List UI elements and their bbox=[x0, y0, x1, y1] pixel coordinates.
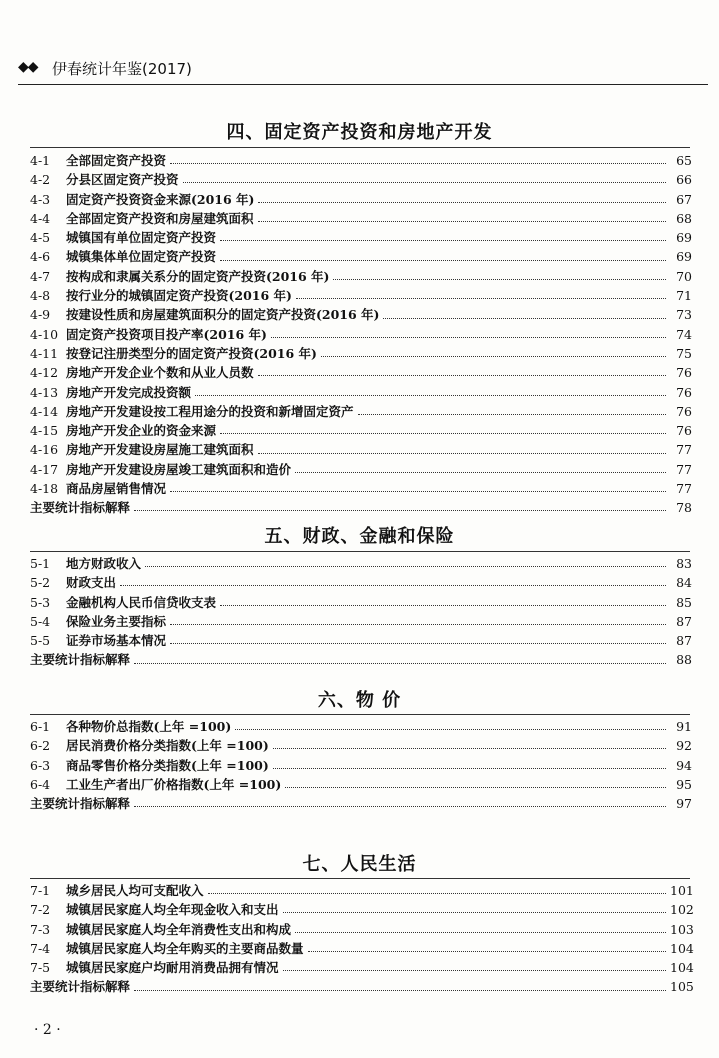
toc-entry-number: 4-3 bbox=[30, 191, 51, 207]
toc-entry-label: 主要统计指标解释 bbox=[30, 652, 131, 668]
toc-entry-page: 102 bbox=[670, 902, 694, 918]
toc-entry-page: 76 bbox=[676, 365, 692, 381]
dot-leader bbox=[183, 182, 666, 183]
toc-entry[interactable] bbox=[30, 920, 692, 939]
dot-leader bbox=[220, 240, 666, 241]
toc-entry-label: 分县区固定资产投资 bbox=[66, 172, 179, 188]
toc-entry-label: 城镇居民家庭人均全年购买的主要商品数量 bbox=[66, 940, 304, 956]
toc-entry-number: 4-5 bbox=[30, 230, 51, 246]
toc-entry[interactable] bbox=[30, 881, 692, 900]
dot-leader bbox=[170, 163, 666, 164]
toc-entry-page: 69 bbox=[676, 230, 692, 246]
toc-entry-number: 7-4 bbox=[30, 940, 51, 956]
toc-entry[interactable] bbox=[30, 209, 692, 228]
dot-leader bbox=[358, 414, 666, 415]
toc-entry-number: 5-3 bbox=[30, 594, 51, 610]
toc-entry-number: 7-1 bbox=[30, 883, 51, 898]
toc-entry-page: 70 bbox=[676, 268, 692, 284]
dot-leader bbox=[195, 395, 666, 396]
toc-entry[interactable] bbox=[30, 421, 692, 440]
toc-entry-label: 城镇居民家庭户均耐用消费品拥有情况 bbox=[66, 960, 279, 976]
section-divider bbox=[30, 878, 690, 879]
toc-entry-number: 4-12 bbox=[30, 365, 59, 381]
toc-entry-number: 6-1 bbox=[30, 719, 51, 734]
toc-entry-label: 商品零售价格分类指数(上年 =100) bbox=[66, 757, 269, 773]
dot-leader bbox=[283, 970, 666, 971]
toc-entry[interactable] bbox=[30, 554, 692, 573]
toc-entry-label: 房地产开发建设房屋施工建筑面积 bbox=[66, 442, 254, 458]
toc-entry-number: 4-1 bbox=[30, 153, 51, 168]
toc-entry[interactable] bbox=[30, 286, 692, 305]
toc-entry-label: 主要统计指标解释 bbox=[30, 979, 131, 995]
dot-leader bbox=[295, 472, 666, 473]
toc-entry[interactable] bbox=[30, 775, 692, 794]
toc-list bbox=[30, 554, 692, 670]
toc-entry[interactable] bbox=[30, 190, 692, 209]
dot-leader bbox=[120, 585, 666, 586]
toc-entry-page: 73 bbox=[676, 307, 692, 323]
dot-leader bbox=[271, 337, 666, 338]
toc-entry-label: 房地产开发建设房屋竣工建筑面积和造价 bbox=[66, 461, 292, 477]
section-divider bbox=[30, 147, 690, 148]
toc-entry-page: 97 bbox=[676, 796, 692, 812]
toc-entry-page: 76 bbox=[676, 384, 692, 400]
toc-entry-page: 77 bbox=[676, 461, 692, 477]
toc-entry-page: 77 bbox=[676, 481, 692, 497]
toc-entry-number: 4-18 bbox=[30, 481, 59, 497]
toc-entry[interactable] bbox=[30, 900, 692, 919]
toc-entry[interactable] bbox=[30, 151, 692, 170]
dot-leader bbox=[235, 729, 666, 730]
toc-entry[interactable] bbox=[30, 305, 692, 324]
section-divider bbox=[30, 714, 690, 715]
toc-entry-page: 78 bbox=[676, 500, 692, 516]
dot-leader bbox=[134, 510, 666, 511]
toc-entry-label: 各种物价总指数(上年 =100) bbox=[66, 719, 232, 734]
toc-entry[interactable] bbox=[30, 736, 692, 755]
toc-entry-page: 92 bbox=[676, 738, 692, 754]
page-number: · 2 · bbox=[34, 1022, 61, 1038]
toc-entry-label: 全部固定资产投资 bbox=[66, 153, 167, 168]
dot-leader bbox=[273, 748, 666, 749]
toc-entry-page: 104 bbox=[670, 940, 694, 956]
toc-entry-page: 68 bbox=[676, 210, 692, 226]
toc-entry-page: 95 bbox=[676, 776, 692, 792]
toc-entry[interactable] bbox=[30, 440, 692, 459]
toc-entry-label: 城镇居民家庭人均全年消费性支出和构成 bbox=[66, 921, 292, 937]
toc-entry[interactable] bbox=[30, 267, 692, 286]
dot-leader bbox=[283, 912, 666, 913]
toc-entry-label: 财政支出 bbox=[66, 575, 117, 591]
dot-leader bbox=[296, 298, 666, 299]
dot-leader bbox=[258, 202, 666, 203]
toc-entry[interactable] bbox=[30, 756, 692, 775]
toc-entry-number: 7-2 bbox=[30, 902, 51, 918]
toc-entry-label: 房地产开发企业个数和从业人员数 bbox=[66, 365, 254, 381]
toc-entry-label: 按建设性质和房屋建筑面积分的固定资产投资(2016 年) bbox=[66, 307, 380, 323]
dot-leader bbox=[273, 768, 666, 769]
toc-entry-number: 5-2 bbox=[30, 575, 51, 591]
toc-entry[interactable] bbox=[30, 479, 692, 498]
toc-entry-page: 105 bbox=[670, 979, 694, 995]
toc-entry-label: 居民消费价格分类指数(上年 =100) bbox=[66, 738, 269, 754]
dot-leader bbox=[220, 260, 666, 261]
toc-entry-number: 4-14 bbox=[30, 403, 59, 419]
dot-leader bbox=[220, 433, 666, 434]
toc-entry-page: 104 bbox=[670, 960, 694, 976]
toc-entry-page: 85 bbox=[676, 594, 692, 610]
section-title: 六、物 价 bbox=[317, 690, 402, 711]
toc-entry-page: 76 bbox=[676, 403, 692, 419]
dot-leader bbox=[321, 356, 666, 357]
toc-entry[interactable] bbox=[30, 460, 692, 479]
toc-entry-number: 5-1 bbox=[30, 556, 51, 571]
toc-entry-page: 66 bbox=[676, 172, 692, 188]
toc-entry-number: 5-5 bbox=[30, 633, 51, 649]
section-title: 七、人民生活 bbox=[302, 854, 417, 875]
toc-entry-page: 71 bbox=[676, 288, 692, 304]
toc-entry-number: 4-6 bbox=[30, 249, 51, 265]
toc-entry-page: 65 bbox=[676, 153, 692, 168]
toc-entry-label: 保险业务主要指标 bbox=[66, 613, 167, 629]
toc-entry[interactable] bbox=[30, 247, 692, 266]
toc-entry-notes[interactable] bbox=[30, 498, 692, 517]
toc-entry-number: 4-10 bbox=[30, 326, 59, 342]
toc-entry-label: 全部固定资产投资和房屋建筑面积 bbox=[66, 210, 254, 226]
toc-entry[interactable] bbox=[30, 383, 692, 402]
toc-entry-page: 76 bbox=[676, 423, 692, 439]
toc-entry-number: 6-4 bbox=[30, 776, 51, 792]
section-divider bbox=[30, 551, 690, 552]
dot-leader bbox=[308, 951, 666, 952]
toc-entry-number: 4-13 bbox=[30, 384, 59, 400]
toc-entry-label: 城乡居民人均可支配收入 bbox=[66, 883, 204, 898]
dot-leader bbox=[258, 375, 666, 376]
toc-entry-page: 101 bbox=[670, 883, 694, 898]
section-title: 五、财政、金融和保险 bbox=[264, 526, 455, 547]
toc-entry-notes[interactable] bbox=[30, 794, 692, 813]
toc-entry-number: 4-2 bbox=[30, 172, 51, 188]
toc-entry-page: 74 bbox=[676, 326, 692, 342]
running-header bbox=[18, 56, 708, 85]
dot-leader bbox=[333, 279, 666, 280]
dot-leader bbox=[220, 605, 666, 606]
toc-entry-label: 房地产开发完成投资额 bbox=[66, 384, 192, 400]
toc-entry-notes[interactable] bbox=[30, 650, 692, 669]
toc-entry[interactable] bbox=[30, 939, 692, 958]
toc-entry-page: 83 bbox=[676, 556, 692, 571]
toc-entry[interactable] bbox=[30, 593, 692, 612]
toc-entry-number: 4-11 bbox=[30, 345, 59, 361]
toc-entry[interactable] bbox=[30, 325, 692, 344]
toc-entry-label: 地方财政收入 bbox=[66, 556, 142, 571]
toc-entry-number: 6-2 bbox=[30, 738, 51, 754]
toc-entry[interactable] bbox=[30, 612, 692, 631]
toc-entry-number: 5-4 bbox=[30, 613, 51, 629]
toc-entry-page: 84 bbox=[676, 575, 692, 591]
dot-leader bbox=[170, 491, 666, 492]
toc-entry-number: 4-7 bbox=[30, 268, 51, 284]
toc-entry-number: 7-3 bbox=[30, 921, 51, 937]
dot-leader bbox=[134, 990, 666, 991]
toc-entry-page: 75 bbox=[676, 345, 692, 361]
toc-entry-label: 城镇居民家庭人均全年现金收入和支出 bbox=[66, 902, 279, 918]
toc-entry[interactable] bbox=[30, 717, 692, 736]
toc-entry-number: 7-5 bbox=[30, 960, 51, 976]
dot-leader bbox=[383, 318, 666, 319]
toc-entry-label: 固定资产投资项目投产率(2016 年) bbox=[66, 326, 267, 342]
dot-leader bbox=[145, 566, 666, 567]
dot-leader bbox=[258, 221, 666, 222]
toc-entry-label: 金融机构人民币信贷收支表 bbox=[66, 594, 217, 610]
toc-entry[interactable] bbox=[30, 402, 692, 421]
toc-entry-label: 按行业分的城镇固定资产投资(2016 年) bbox=[66, 288, 292, 304]
toc-entry-number: 4-15 bbox=[30, 423, 59, 439]
toc-list bbox=[30, 881, 692, 997]
toc-entry-label: 主要统计指标解释 bbox=[30, 500, 131, 516]
toc-entry-page: 88 bbox=[676, 652, 692, 668]
toc-entry-label: 按登记注册类型分的固定资产投资(2016 年) bbox=[66, 345, 317, 361]
toc-entry-label: 主要统计指标解释 bbox=[30, 796, 131, 812]
dot-leader bbox=[208, 893, 666, 894]
toc-entry-label: 证券市场基本情况 bbox=[66, 633, 167, 649]
dot-leader bbox=[258, 453, 666, 454]
toc-list bbox=[30, 151, 692, 518]
toc-entry-label: 商品房屋销售情况 bbox=[66, 481, 167, 497]
dot-leader bbox=[285, 787, 666, 788]
dot-leader bbox=[170, 624, 666, 625]
dot-leader bbox=[134, 663, 666, 664]
toc-entry[interactable] bbox=[30, 631, 692, 650]
toc-entry[interactable] bbox=[30, 958, 692, 977]
toc-entry-page: 67 bbox=[676, 191, 692, 207]
toc-entry-label: 房地产开发建设按工程用途分的投资和新增固定资产 bbox=[66, 403, 354, 419]
toc-entry-page: 87 bbox=[676, 613, 692, 629]
toc-entry-number: 6-3 bbox=[30, 757, 51, 773]
toc-entry-label: 房地产开发企业的资金来源 bbox=[66, 423, 217, 439]
toc-entry-notes[interactable] bbox=[30, 977, 692, 996]
toc-entry-label: 固定资产投资资金来源(2016 年) bbox=[66, 191, 255, 207]
header-title: 伊春统计年鉴(2017) bbox=[52, 60, 192, 78]
toc-entry[interactable] bbox=[30, 228, 692, 247]
toc-entry[interactable] bbox=[30, 344, 692, 363]
toc-entry-page: 91 bbox=[676, 719, 692, 734]
dot-leader bbox=[295, 932, 666, 933]
toc-entry-number: 4-4 bbox=[30, 210, 51, 226]
toc-entry-number: 4-8 bbox=[30, 288, 51, 304]
section-title: 四、固定资产投资和房地产开发 bbox=[226, 122, 493, 143]
toc-entry-number: 4-17 bbox=[30, 461, 59, 477]
toc-entry[interactable] bbox=[30, 170, 692, 189]
toc-entry[interactable] bbox=[30, 363, 692, 382]
toc-entry-page: 94 bbox=[676, 757, 692, 773]
toc-entry-page: 69 bbox=[676, 249, 692, 265]
toc-list bbox=[30, 717, 692, 813]
toc-entry-label: 城镇集体单位固定资产投资 bbox=[66, 249, 217, 265]
toc-entry-label: 工业生产者出厂价格指数(上年 =100) bbox=[66, 776, 282, 792]
diamond-bullets-icon: ◆◆ bbox=[18, 59, 38, 75]
toc-entry-page: 87 bbox=[676, 633, 692, 649]
toc-entry-number: 4-9 bbox=[30, 307, 51, 323]
toc-entry-page: 77 bbox=[676, 442, 692, 458]
toc-entry-number: 4-16 bbox=[30, 442, 59, 458]
toc-entry-label: 城镇国有单位固定资产投资 bbox=[66, 230, 217, 246]
toc-entry-page: 103 bbox=[670, 921, 694, 937]
toc-entry[interactable] bbox=[30, 573, 692, 592]
toc-entry-label: 按构成和隶属关系分的固定资产投资(2016 年) bbox=[66, 268, 330, 284]
dot-leader bbox=[170, 643, 666, 644]
dot-leader bbox=[134, 806, 666, 807]
